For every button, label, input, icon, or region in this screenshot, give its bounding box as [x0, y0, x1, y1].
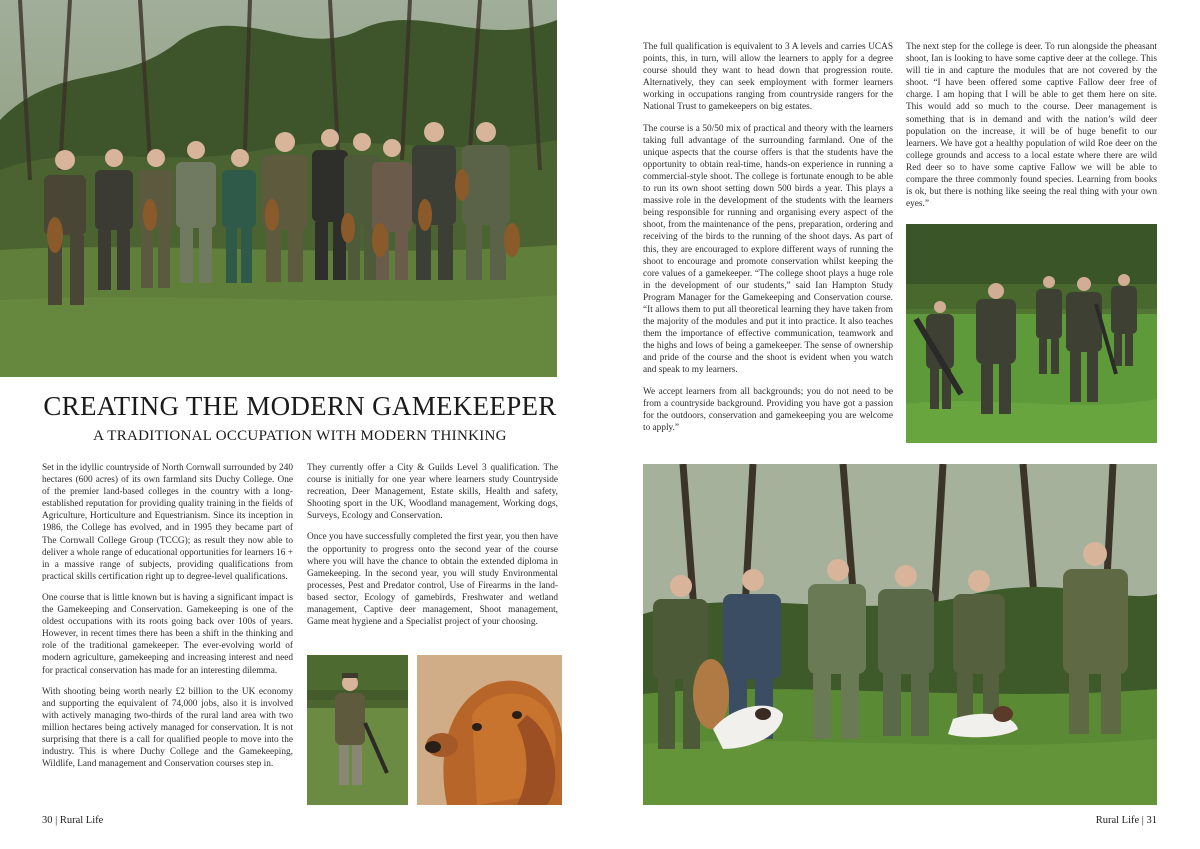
body-column-2	[307, 462, 558, 637]
paragraph: Set in the idyllic countryside of North Cornwall surrounded by 240 hectares (600 acres) of its own farmland sits Duchy College. One of the premier land-based colleges in the country with a long-established reputation for providing quality training in the fields of Agriculture, Horticulture and Equestrianism. Since its inception in 1986, the College has evolved, and in 1995 they became part of The Cornwall College Group (TCCG); as result they now able to deliver a whole range of educational opportunities for learners 16 + in a massive range of subjects, providing qualifications from practical skills certification right up to degree-level qualifications.	[42, 463, 294, 582]
keeper-photo	[307, 655, 408, 805]
paragraph: The full qualification is equivalent to 3 A levels and carries UCAS points, this, in turn, will allow the learners to apply for a degree course should they want to head down that progression route. Alternatively, they can seek employment with former learners working in occupations ranging from countryside rangers for the National Trust to gamekeepers on big estates.	[643, 42, 893, 113]
body-column-3	[643, 41, 893, 443]
paragraph: The course is a 50/50 mix of practical and theory with the learners taking full advantage of the surrounding farmland. One of the unique aspects that the course offers is that the students have the opportunity to obtain real-time, hands-on experience in running a commercial-style shoot. The college is fortunate enough to be able to run its own shoot setting down 500 birds a year. This plays a massive role in the development of the students with the learners being responsible for running and organising every aspect of the shoot, from the maintenance of the pens, preparation, ordering and receiving of the birds to the running of the shoot days. As part of this, they are encouraged to explore different ways of running the shoot to encourage and promote conservation whilst keeping the core values of a gamekeeper. “The college shoot plays a huge role in the development of our students,” said Ian Hampton Study Program Manager for the Gamekeeping and Conservation course. “It allows them to put all theoretical learning they have taken from the majority of the modules and put it into practice. It also teaches them the importance of effective communication, teamwork and the highs and lows of being a gamekeeper. The sense of ownership and pride of the course and the shoot is evident when you watch and speak to my learners.	[643, 123, 893, 376]
paragraph: With shooting being worth nearly £2 billion to the UK economy and supporting the equivalent of 74,000 jobs, also it is involved with actively managing two-thirds of the rural land area with two million hectares being actively managed for conservation. It is not surprising that there is a call for qualified people to move into the industry. This is where Duchy College and the Gamekeeping, Wildlife, Land management and Conservation courses step in.	[42, 686, 293, 770]
walking-photo	[906, 224, 1157, 443]
paragraph: We accept learners from all backgrounds; you do not need to be from a countryside background. Providing you have got a passion for the outdoors, conservation and gamekeeping you are welcome to apply.”	[643, 386, 893, 433]
article-title: CREATING THE MODERN GAMEKEEPER	[43, 391, 557, 421]
group-photo	[0, 0, 557, 377]
body-column-4	[906, 41, 1157, 219]
spaniel-photo	[417, 655, 562, 805]
paragraph: The next step for the college is deer. To run alongside the pheasant shoot, Ian is looking to have some captive deer at the college. This will tie in and capture the modules that are not covered by the shoot. “I have been offered some captive Fallow deer free of charge. I am hoping that I will be able to get them here on site. This would add so much to the course. Deer management is something that is in demand and with the nation’s wild deer population on the increase, it will be of huge benefit to our learners. We have got a healthy population of wild Roe deer on the college grounds and access to a local estate where there are wild Red deer so to have some captive Fallow we will be able to compare the three commonly found species. Learning from books is ok, but there is nothing like seeing the real thing with your own eyes.”	[906, 42, 1157, 210]
folio-left: 30 | Rural Life	[42, 815, 104, 826]
paragraph: One course that is little known but is having a significant impact is the Gamekeeping and Conservation. Gamekeeping is one of the oldest occupations with its roots going back over 100s of years. However, in recent times there has been a shift in the thinking and role of the traditional gamekeeper. The ever-evolving world of modern agriculture, gamekeeping and increasing interest and need for practical conservation has made for an interesting dilemma.	[42, 592, 293, 676]
article-subtitle: A TRADITIONAL OCCUPATION WITH MODERN THINKING	[93, 428, 507, 444]
paragraph: Once you have successfully completed the first year, you then have the opportunity to progress onto the second year of the course where you will have the chance to obtain the extended diploma in Gamekeeping. In the second year, you will study Environmental processes, Pest and Predator control, Use of Firearms in the land-based sector, Ecology of gamebirds, Freshwater and wetland management, Captive deer management, Shoot management, Game meat hygiene and a Specialist project of your choosing.	[307, 532, 558, 628]
folio-right: Rural Life | 31	[1095, 815, 1157, 826]
keepers-dogs-photo	[643, 464, 1157, 805]
paragraph: They currently offer a City & Guilds Level 3 qualification. The course is initially for one year where learners study Countryside recreation, Deer Management, Estate skills, Health and safety, Shooting sport in the UK, Woodland management, Working dogs, Surveys, Ecology and Conservation.	[307, 463, 558, 522]
body-column-1	[42, 462, 293, 779]
